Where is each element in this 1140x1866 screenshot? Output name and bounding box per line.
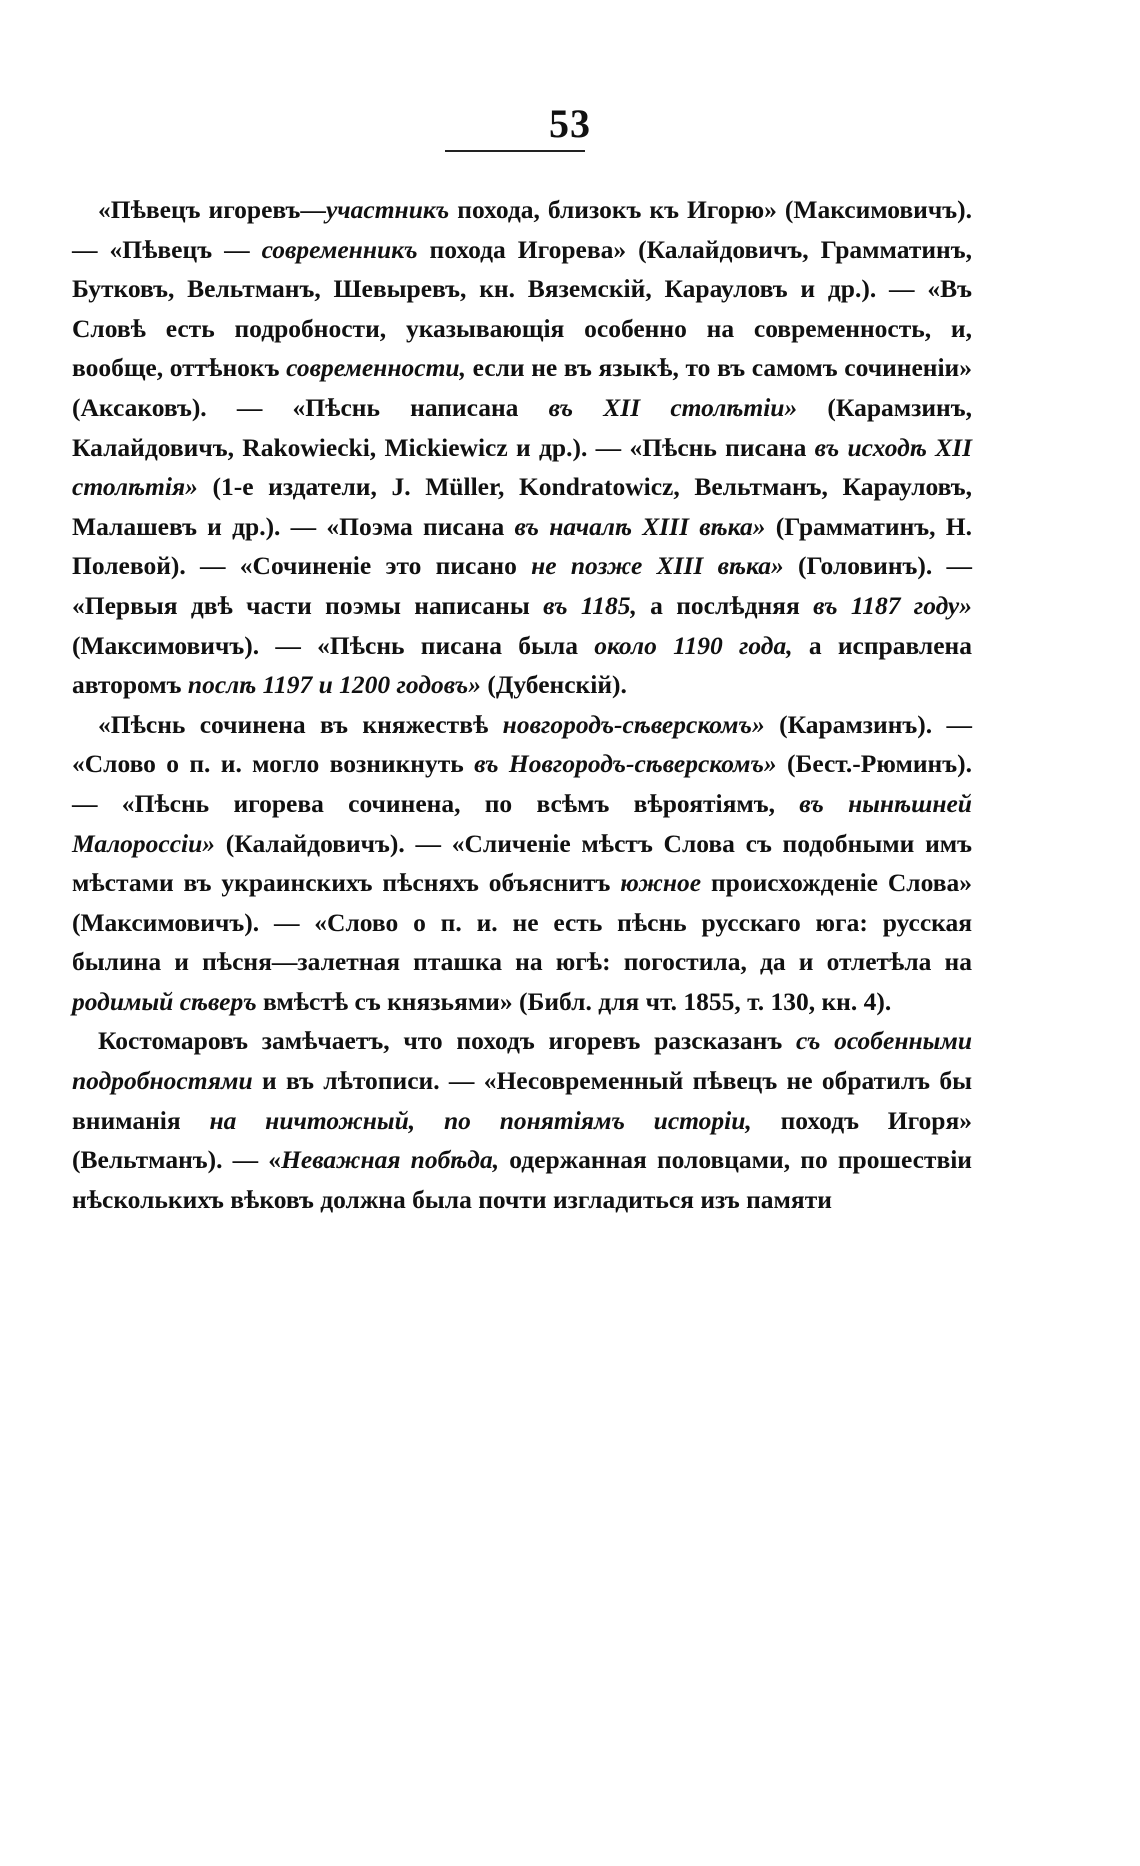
italic-run: современникъ	[261, 234, 418, 264]
italic-run: послѣ 1197 и 1200 годовъ»	[187, 670, 481, 700]
text-run: (Калайдовичъ). — «Сличеніе мѣстъ Слова съ подобными имъ мѣстами въ украинскихъ пѣсняхъ объяснитъ	[72, 828, 972, 898]
text-run: а исправлена авторомъ	[72, 630, 972, 700]
italic-run: въ Новгородъ-сѣверскомъ»	[474, 749, 777, 779]
text-run: «Пѣвецъ игоревъ—	[98, 195, 326, 224]
text-run: (Головинъ). — «Первыя двѣ части поэмы написаны	[72, 551, 972, 620]
text-run: а послѣдняя	[636, 590, 814, 620]
italic-run: съ особенными подробностями	[72, 1026, 973, 1096]
body-text	[72, 190, 972, 1219]
italic-run: въ началѣ XIII вѣка»	[514, 511, 766, 541]
text-run: (Максимовичъ). — «Пѣснь писана была	[72, 630, 595, 660]
text-run: одержанная половцами, по прошествіи нѣсколькихъ вѣковъ должна была почти изгладиться изъ памяти	[72, 1145, 972, 1214]
text-run: происхожденіе Слова» (Максимовичъ). — «Слово о п. и. не есть пѣснь русскаго юга: русская былина и пѣсня—залетная пташка на югѣ: погостила, да и отлетѣла на	[72, 868, 972, 977]
header-rule	[445, 150, 585, 152]
italic-run: около 1190 года,	[594, 630, 793, 660]
italic-run: на ничтожный, по понятіямъ исторіи,	[209, 1105, 752, 1135]
italic-run: въ исходѣ XII столѣтія»	[72, 432, 972, 502]
italic-run: не позже XIII вѣка»	[531, 551, 784, 581]
text-run: «Пѣснь сочинена въ княжествѣ	[98, 709, 503, 739]
text-run: если не въ языкѣ, то въ самомъ сочиненіи» (Аксаковъ). — «Пѣснь написана	[72, 353, 972, 422]
italic-run: Неважная побѣда,	[281, 1145, 500, 1175]
text-run: походъ Игоря» (Вельтманъ). — «	[72, 1105, 973, 1175]
text-run: (Грамматинъ, Н. Полевой). — «Сочиненіе это писано	[72, 511, 973, 581]
italic-run: въ 1185,	[543, 590, 637, 620]
italic-run: современности,	[286, 353, 466, 383]
text-run: (Дубенскій).	[480, 670, 627, 700]
text-run: Костомаровъ замѣчаетъ, что походъ игоревъ разсказанъ	[98, 1026, 796, 1056]
paragraph-3	[72, 1021, 972, 1219]
text-run: вмѣстѣ съ князьями» (Библ. для чт. 1855, т. 130, кн. 4).	[256, 986, 892, 1016]
text-run: похода Игорева» (Калайдовичъ, Грамматинъ, Бутковъ, Вельтманъ, Шевыревъ, кн. Вяземскій, Карауловъ и др.). — «Въ Словѣ есть подробности, указывающія особенно на современность, и, вообще, оттѣнокъ	[72, 234, 972, 383]
italic-run: южное	[620, 868, 702, 898]
text-run: (Карамзинъ). — «Слово о п. и. могло возникнуть	[72, 709, 973, 779]
italic-run: родимый сѣверъ	[72, 986, 257, 1016]
text-run: похода, близокъ къ Игорю» (Максимовичъ). — «Пѣвецъ —	[72, 195, 972, 264]
text-run: (1-е издатели, J. Müller, Kondratowicz, Вельтманъ, Карауловъ, Малашевъ и др.). — «Поэма писана	[72, 472, 972, 541]
text-run: (Карамзинъ, Калайдовичъ, Rakowiecki, Mickiewicz и др.). — «Пѣснь писана	[72, 392, 972, 462]
text-run: и въ лѣтописи. — «Несовременный пѣвецъ не обратилъ бы вниманія	[72, 1066, 972, 1135]
italic-run: новгородъ-сѣверскомъ»	[502, 709, 765, 739]
italic-run: участникъ	[325, 195, 450, 224]
italic-run: въ XII столѣтіи»	[548, 392, 798, 422]
italic-run: въ нынѣшней Малороссіи»	[72, 788, 972, 858]
italic-run: въ 1187 году»	[813, 590, 972, 620]
page-number: 53	[549, 101, 591, 146]
paragraph-2	[72, 705, 972, 1022]
paragraph-1	[72, 190, 972, 705]
text-run: (Бест.-Рюминъ). — «Пѣснь игорева сочинена, по всѣмъ вѣроятіямъ,	[72, 749, 972, 818]
